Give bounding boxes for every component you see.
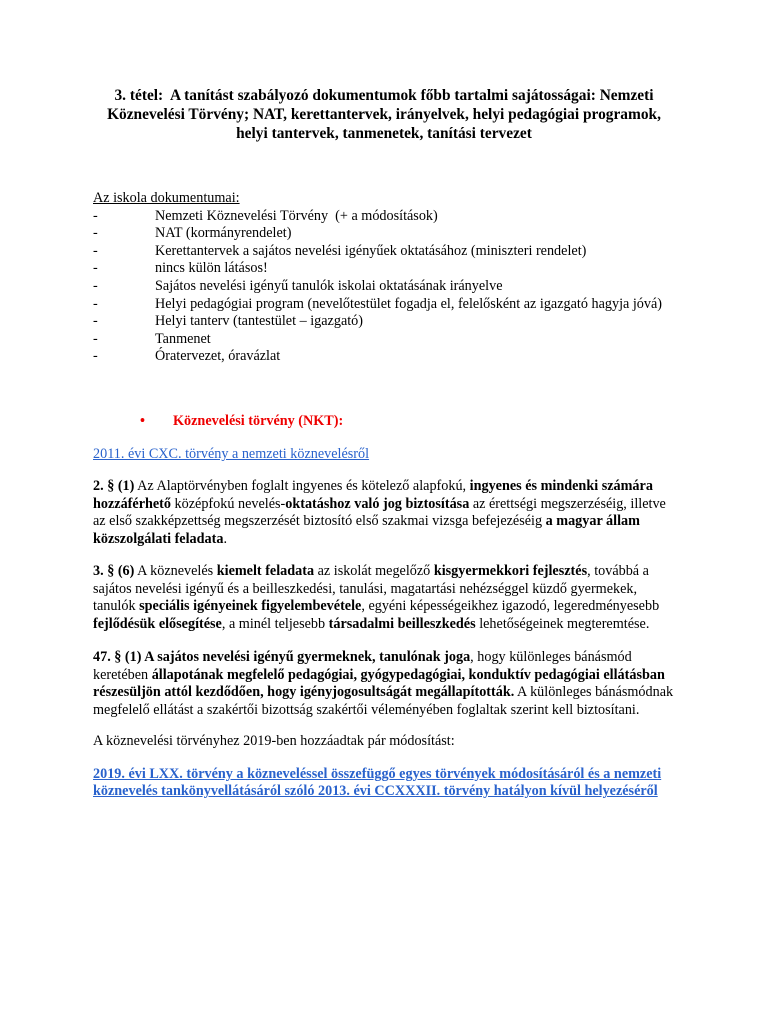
list-dash: -	[93, 277, 98, 294]
list-dash: -	[93, 295, 98, 312]
document-list-item	[93, 348, 693, 366]
text-run: az érettségi megszerzéséig, illetve	[469, 495, 666, 512]
law-paragraph-47-1	[93, 649, 693, 719]
list-dash: -	[93, 260, 98, 277]
document-list-item	[93, 296, 693, 314]
amendment-intro-text: A köznevelési törvényhez 2019-ben hozzáadtak pár módosítást:	[93, 733, 455, 749]
document-list-item	[93, 331, 693, 349]
text-run: középfokú nevelés-	[171, 495, 286, 512]
list-item-text: Nemzeti Köznevelési Törvény (+ a módosítások)	[155, 207, 438, 224]
bold-text-run: hozzáférhető	[93, 495, 171, 512]
text-run: az iskolát megelőző	[314, 563, 434, 579]
paragraph-line	[93, 649, 693, 667]
bold-text-run: fejlődésük elősegítése	[93, 615, 222, 632]
bold-text-run: 3. § (6)	[93, 563, 135, 579]
paragraph-line	[93, 667, 693, 685]
list-dash: -	[93, 330, 98, 347]
amendment-law-link[interactable]	[93, 766, 661, 801]
list-dash: -	[93, 207, 98, 224]
list-item-text: Sajátos nevelési igényű tanulók iskolai oktatásának irányelve	[155, 277, 503, 294]
bold-text-run: speciális igényeinek figyelembevétele	[139, 598, 362, 615]
paragraph-line	[93, 513, 693, 531]
document-list-item	[93, 313, 693, 331]
amendment-link-line[interactable]: köznevelés tankönyvellátásáról szóló 2013. évi CCXXXII. törvény hatályon kívül helyezéséről	[93, 783, 658, 800]
list-item-text: Kerettantervek a sajátos nevelési igényűek oktatásához (miniszteri rendelet)	[155, 242, 587, 259]
paragraph-line	[93, 563, 693, 581]
text-run: Az Alaptörvényben foglalt ingyenes és kötelező alapfokú,	[134, 478, 470, 494]
amendment-link-line[interactable]: 2019. évi LXX. törvény a közneveléssel összefüggő egyes törvények módosításáról és a nemzeti	[93, 766, 662, 782]
school-documents-section	[93, 190, 693, 366]
law-paragraph-3-6	[93, 563, 693, 633]
document-list-item	[93, 278, 693, 296]
bold-text-run: oktatáshoz való jog biztosítása	[285, 495, 470, 512]
bold-text-run: kiemelt feladata	[216, 563, 315, 579]
text-run: , hogy különleges bánásmód	[470, 649, 632, 665]
list-item-text: nincs külön látásos!	[155, 260, 268, 277]
list-item-text: Helyi tanterv (tantestület – igazgató)	[155, 313, 364, 330]
list-dash: -	[93, 225, 98, 242]
text-run: .	[223, 530, 227, 547]
text-run: az első szakképzettség megszerzését biztosító első szakmai vizsga befejezéséig	[93, 513, 546, 530]
bold-text-run: 47. § (1) A sajátos nevelési igényű gyermeknek, tanulónak joga	[93, 649, 471, 665]
title-line: 3. tétel: A tanítást szabályozó dokumentumok főbb tartalmi sajátosságai: Nemzeti	[114, 87, 654, 104]
paragraph-line	[93, 531, 693, 549]
paragraph-line	[93, 702, 693, 720]
nkt-law-link[interactable]: 2011. évi CXC. törvény a nemzeti köznevelésről	[93, 446, 370, 462]
title-line: helyi tantervek, tanmenetek, tanítási tervezet	[236, 125, 532, 142]
paragraph-line	[93, 684, 693, 702]
bold-text-run: állapotának megfelelő pedagógiai, gyógypedagógiai, konduktív pedagógiai ellátásban	[151, 666, 665, 683]
bold-text-run: részesüljön attól kezdődően, hogy igényjogosultságát megállapították.	[93, 684, 515, 701]
text-run: , továbbá a	[587, 563, 649, 579]
text-run: sajátos nevelési igényű és a beilleszkedési, tanulási, magatartási nehézséggel küzdő gyermekek,	[93, 580, 638, 597]
bullet-icon: •	[140, 413, 145, 429]
paragraph-line	[93, 581, 693, 599]
law-paragraph-2-1	[93, 478, 693, 548]
text-run: A különleges bánásmódnak	[514, 684, 674, 701]
bold-text-run: 2. § (1)	[93, 478, 135, 494]
document-list-item	[93, 243, 693, 261]
school-documents-heading: Az iskola dokumentumai:	[93, 190, 240, 206]
nkt-heading-label: Köznevelési törvény (NKT):	[173, 413, 344, 429]
text-run: tanulók	[93, 598, 140, 615]
nkt-heading	[93, 413, 593, 431]
list-item-text: Óratervezet, óravázlat	[155, 348, 281, 365]
text-run: lehetőségeinek megteremtése.	[475, 615, 650, 632]
school-documents-list	[93, 208, 693, 366]
paragraph-line	[93, 598, 693, 616]
bold-text-run: kisgyermekkori fejlesztés	[433, 563, 588, 579]
text-run: A köznevelés	[134, 563, 217, 579]
text-run: , a minél teljesebb	[221, 615, 329, 632]
list-dash: -	[93, 313, 98, 330]
list-item-text: NAT (kormányrendelet)	[155, 225, 292, 242]
list-dash: -	[93, 348, 98, 365]
paragraph-line	[93, 478, 693, 496]
paragraph-line	[93, 616, 693, 634]
text-run: megfelelő ellátást a szakértői bizottság szakértői véleményében foglaltak szerint kell biztosítani.	[93, 701, 640, 718]
list-item-text: Tanmenet	[155, 330, 211, 347]
text-run: keretében	[93, 666, 152, 683]
document-title	[93, 86, 675, 143]
bold-text-run: társadalmi beilleszkedés	[328, 615, 476, 632]
document-list-item	[93, 208, 693, 226]
bold-text-run: ingyenes és mindenki számára	[469, 478, 653, 494]
bold-text-run: közszolgálati feladata	[93, 530, 224, 547]
bold-text-run: a magyar állam	[545, 513, 640, 530]
list-dash: -	[93, 242, 98, 259]
list-item-text: Helyi pedagógiai program (nevelőtestület fogadja el, felelősként az igazgató hagyja jóvá)	[155, 295, 663, 312]
title-line: Köznevelési Törvény; NAT, kerettantervek, irányelvek, helyi pedagógiai programok,	[107, 106, 661, 123]
paragraph-line	[93, 496, 693, 514]
document-list-item	[93, 225, 693, 243]
document-list-item	[93, 260, 693, 278]
text-run: , egyéni képességeikhez igazodó, legeredményesebb	[361, 598, 660, 615]
